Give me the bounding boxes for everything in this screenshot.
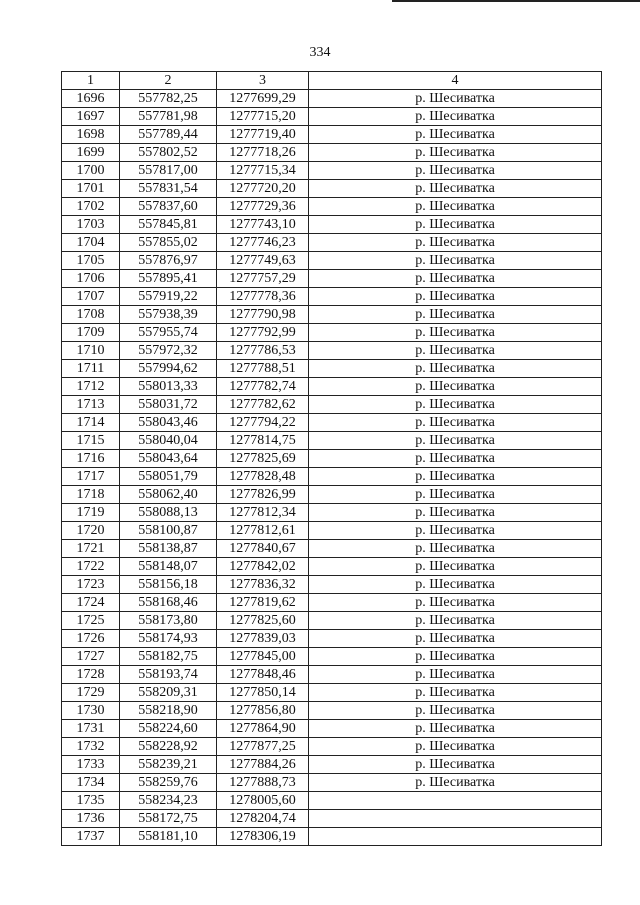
cell-point-number: 1715	[62, 432, 120, 450]
table-row	[62, 198, 602, 216]
cell-description: р. Шесиватка	[309, 270, 602, 288]
cell-point-number: 1702	[62, 198, 120, 216]
cell-description: р. Шесиватка	[309, 324, 602, 342]
cell-description: р. Шесиватка	[309, 144, 602, 162]
table-row	[62, 594, 602, 612]
cell-x-coordinate: 558043,64	[120, 450, 217, 468]
table-row	[62, 576, 602, 594]
cell-y-coordinate: 1277819,62	[217, 594, 309, 612]
table-row	[62, 396, 602, 414]
table-row	[62, 360, 602, 378]
cell-x-coordinate: 558181,10	[120, 828, 217, 846]
cell-x-coordinate: 557802,52	[120, 144, 217, 162]
header-col-3: 3	[217, 72, 309, 90]
cell-description: р. Шесиватка	[309, 450, 602, 468]
cell-description: р. Шесиватка	[309, 414, 602, 432]
cell-point-number: 1728	[62, 666, 120, 684]
cell-x-coordinate: 558013,33	[120, 378, 217, 396]
cell-x-coordinate: 557782,25	[120, 90, 217, 108]
cell-description: р. Шесиватка	[309, 234, 602, 252]
cell-description: р. Шесиватка	[309, 612, 602, 630]
cell-y-coordinate: 1277825,69	[217, 450, 309, 468]
cell-point-number: 1708	[62, 306, 120, 324]
cell-y-coordinate: 1277848,46	[217, 666, 309, 684]
cell-description: р. Шесиватка	[309, 594, 602, 612]
cell-y-coordinate: 1277782,74	[217, 378, 309, 396]
cell-y-coordinate: 1277729,36	[217, 198, 309, 216]
table-row	[62, 378, 602, 396]
table-body	[62, 90, 602, 846]
table-row	[62, 144, 602, 162]
cell-x-coordinate: 558148,07	[120, 558, 217, 576]
cell-x-coordinate: 558168,46	[120, 594, 217, 612]
cell-point-number: 1705	[62, 252, 120, 270]
cell-point-number: 1733	[62, 756, 120, 774]
cell-x-coordinate: 558228,92	[120, 738, 217, 756]
header-col-2: 2	[120, 72, 217, 90]
cell-description: р. Шесиватка	[309, 738, 602, 756]
top-rule	[392, 0, 640, 2]
table-row	[62, 432, 602, 450]
cell-y-coordinate: 1277720,20	[217, 180, 309, 198]
cell-point-number: 1699	[62, 144, 120, 162]
cell-y-coordinate: 1277825,60	[217, 612, 309, 630]
table-row	[62, 774, 602, 792]
cell-description: р. Шесиватка	[309, 432, 602, 450]
table-row	[62, 756, 602, 774]
cell-x-coordinate: 558174,93	[120, 630, 217, 648]
cell-point-number: 1709	[62, 324, 120, 342]
cell-x-coordinate: 557876,97	[120, 252, 217, 270]
cell-description: р. Шесиватка	[309, 360, 602, 378]
cell-y-coordinate: 1277828,48	[217, 468, 309, 486]
table-row	[62, 702, 602, 720]
cell-y-coordinate: 1277715,34	[217, 162, 309, 180]
table-row	[62, 342, 602, 360]
cell-description: р. Шесиватка	[309, 126, 602, 144]
cell-y-coordinate: 1277788,51	[217, 360, 309, 378]
table-row	[62, 324, 602, 342]
cell-description: р. Шесиватка	[309, 774, 602, 792]
table-row	[62, 630, 602, 648]
cell-y-coordinate: 1278204,74	[217, 810, 309, 828]
cell-point-number: 1712	[62, 378, 120, 396]
cell-description: р. Шесиватка	[309, 108, 602, 126]
cell-y-coordinate: 1277715,20	[217, 108, 309, 126]
cell-x-coordinate: 558088,13	[120, 504, 217, 522]
cell-description: р. Шесиватка	[309, 252, 602, 270]
cell-point-number: 1721	[62, 540, 120, 558]
table-row	[62, 90, 602, 108]
cell-point-number: 1726	[62, 630, 120, 648]
table-row	[62, 792, 602, 810]
cell-y-coordinate: 1277749,63	[217, 252, 309, 270]
table-row	[62, 216, 602, 234]
cell-point-number: 1723	[62, 576, 120, 594]
table-row	[62, 558, 602, 576]
cell-y-coordinate: 1277792,99	[217, 324, 309, 342]
cell-point-number: 1717	[62, 468, 120, 486]
table-row	[62, 288, 602, 306]
cell-description: р. Шесиватка	[309, 756, 602, 774]
page-number: 334	[309, 45, 331, 60]
cell-point-number: 1698	[62, 126, 120, 144]
table-row	[62, 126, 602, 144]
header-col-4: 4	[309, 72, 602, 90]
cell-description: р. Шесиватка	[309, 522, 602, 540]
table-row	[62, 252, 602, 270]
cell-y-coordinate: 1277839,03	[217, 630, 309, 648]
cell-point-number: 1714	[62, 414, 120, 432]
coordinates-table	[61, 71, 602, 846]
cell-point-number: 1730	[62, 702, 120, 720]
table-row	[62, 162, 602, 180]
cell-point-number: 1713	[62, 396, 120, 414]
cell-point-number: 1700	[62, 162, 120, 180]
cell-x-coordinate: 558172,75	[120, 810, 217, 828]
table-row	[62, 522, 602, 540]
cell-y-coordinate: 1277877,25	[217, 738, 309, 756]
cell-point-number: 1704	[62, 234, 120, 252]
table-row	[62, 306, 602, 324]
cell-description: р. Шесиватка	[309, 648, 602, 666]
cell-point-number: 1720	[62, 522, 120, 540]
cell-description	[309, 792, 602, 810]
cell-description	[309, 828, 602, 846]
cell-point-number: 1696	[62, 90, 120, 108]
cell-description: р. Шесиватка	[309, 198, 602, 216]
cell-y-coordinate: 1277850,14	[217, 684, 309, 702]
table-row	[62, 450, 602, 468]
cell-point-number: 1731	[62, 720, 120, 738]
cell-point-number: 1727	[62, 648, 120, 666]
cell-y-coordinate: 1277888,73	[217, 774, 309, 792]
table-row	[62, 666, 602, 684]
cell-x-coordinate: 558062,40	[120, 486, 217, 504]
cell-description: р. Шесиватка	[309, 630, 602, 648]
cell-y-coordinate: 1277743,10	[217, 216, 309, 234]
cell-point-number: 1737	[62, 828, 120, 846]
cell-x-coordinate: 558173,80	[120, 612, 217, 630]
cell-point-number: 1729	[62, 684, 120, 702]
cell-point-number: 1732	[62, 738, 120, 756]
cell-y-coordinate: 1277814,75	[217, 432, 309, 450]
cell-description: р. Шесиватка	[309, 486, 602, 504]
cell-x-coordinate: 558224,60	[120, 720, 217, 738]
cell-point-number: 1711	[62, 360, 120, 378]
cell-x-coordinate: 557938,39	[120, 306, 217, 324]
cell-x-coordinate: 558138,87	[120, 540, 217, 558]
cell-description: р. Шесиватка	[309, 558, 602, 576]
cell-y-coordinate: 1277699,29	[217, 90, 309, 108]
cell-x-coordinate: 558234,23	[120, 792, 217, 810]
cell-point-number: 1724	[62, 594, 120, 612]
table-row	[62, 612, 602, 630]
cell-x-coordinate: 558259,76	[120, 774, 217, 792]
cell-description: р. Шесиватка	[309, 720, 602, 738]
cell-description: р. Шесиватка	[309, 396, 602, 414]
cell-x-coordinate: 558031,72	[120, 396, 217, 414]
cell-y-coordinate: 1277719,40	[217, 126, 309, 144]
cell-point-number: 1710	[62, 342, 120, 360]
cell-point-number: 1736	[62, 810, 120, 828]
cell-description: р. Шесиватка	[309, 216, 602, 234]
table-row	[62, 738, 602, 756]
cell-y-coordinate: 1277786,53	[217, 342, 309, 360]
cell-point-number: 1719	[62, 504, 120, 522]
table-row	[62, 270, 602, 288]
table-row	[62, 468, 602, 486]
table-row	[62, 504, 602, 522]
cell-y-coordinate: 1277812,61	[217, 522, 309, 540]
cell-x-coordinate: 558156,18	[120, 576, 217, 594]
cell-x-coordinate: 557817,00	[120, 162, 217, 180]
table-row	[62, 828, 602, 846]
cell-description: р. Шесиватка	[309, 378, 602, 396]
cell-description: р. Шесиватка	[309, 90, 602, 108]
cell-y-coordinate: 1277845,00	[217, 648, 309, 666]
cell-x-coordinate: 557972,32	[120, 342, 217, 360]
cell-description: р. Шесиватка	[309, 702, 602, 720]
cell-description: р. Шесиватка	[309, 576, 602, 594]
cell-point-number: 1725	[62, 612, 120, 630]
cell-y-coordinate: 1277790,98	[217, 306, 309, 324]
cell-x-coordinate: 557955,74	[120, 324, 217, 342]
cell-point-number: 1701	[62, 180, 120, 198]
cell-y-coordinate: 1278005,60	[217, 792, 309, 810]
cell-y-coordinate: 1277718,26	[217, 144, 309, 162]
cell-point-number: 1703	[62, 216, 120, 234]
cell-y-coordinate: 1277757,29	[217, 270, 309, 288]
cell-description	[309, 810, 602, 828]
cell-point-number: 1722	[62, 558, 120, 576]
cell-y-coordinate: 1277812,34	[217, 504, 309, 522]
cell-x-coordinate: 557789,44	[120, 126, 217, 144]
cell-y-coordinate: 1277842,02	[217, 558, 309, 576]
cell-description: р. Шесиватка	[309, 468, 602, 486]
cell-description: р. Шесиватка	[309, 306, 602, 324]
cell-description: р. Шесиватка	[309, 342, 602, 360]
table-row	[62, 684, 602, 702]
cell-x-coordinate: 557919,22	[120, 288, 217, 306]
cell-description: р. Шесиватка	[309, 162, 602, 180]
cell-x-coordinate: 558043,46	[120, 414, 217, 432]
cell-y-coordinate: 1277836,32	[217, 576, 309, 594]
cell-x-coordinate: 557837,60	[120, 198, 217, 216]
cell-y-coordinate: 1277746,23	[217, 234, 309, 252]
cell-y-coordinate: 1277864,90	[217, 720, 309, 738]
table-row	[62, 540, 602, 558]
cell-x-coordinate: 557895,41	[120, 270, 217, 288]
cell-x-coordinate: 557781,98	[120, 108, 217, 126]
table-header-row	[62, 72, 602, 90]
cell-y-coordinate: 1277778,36	[217, 288, 309, 306]
table-row	[62, 180, 602, 198]
cell-description: р. Шесиватка	[309, 666, 602, 684]
table-row	[62, 486, 602, 504]
cell-x-coordinate: 558040,04	[120, 432, 217, 450]
cell-point-number: 1707	[62, 288, 120, 306]
cell-point-number: 1716	[62, 450, 120, 468]
cell-point-number: 1734	[62, 774, 120, 792]
cell-y-coordinate: 1277840,67	[217, 540, 309, 558]
table-row	[62, 648, 602, 666]
table-row	[62, 108, 602, 126]
cell-point-number: 1697	[62, 108, 120, 126]
cell-y-coordinate: 1278306,19	[217, 828, 309, 846]
cell-x-coordinate: 558193,74	[120, 666, 217, 684]
cell-description: р. Шесиватка	[309, 504, 602, 522]
cell-y-coordinate: 1277782,62	[217, 396, 309, 414]
header-col-1: 1	[62, 72, 120, 90]
cell-x-coordinate: 558209,31	[120, 684, 217, 702]
cell-y-coordinate: 1277826,99	[217, 486, 309, 504]
cell-y-coordinate: 1277794,22	[217, 414, 309, 432]
cell-x-coordinate: 558218,90	[120, 702, 217, 720]
table-row	[62, 234, 602, 252]
cell-x-coordinate: 558182,75	[120, 648, 217, 666]
cell-description: р. Шесиватка	[309, 684, 602, 702]
cell-x-coordinate: 558239,21	[120, 756, 217, 774]
cell-y-coordinate: 1277884,26	[217, 756, 309, 774]
cell-x-coordinate: 557831,54	[120, 180, 217, 198]
cell-x-coordinate: 557845,81	[120, 216, 217, 234]
cell-point-number: 1706	[62, 270, 120, 288]
cell-description: р. Шесиватка	[309, 180, 602, 198]
cell-description: р. Шесиватка	[309, 288, 602, 306]
table-row	[62, 414, 602, 432]
cell-x-coordinate: 557994,62	[120, 360, 217, 378]
table-row	[62, 810, 602, 828]
cell-x-coordinate: 558051,79	[120, 468, 217, 486]
cell-x-coordinate: 558100,87	[120, 522, 217, 540]
cell-point-number: 1718	[62, 486, 120, 504]
cell-y-coordinate: 1277856,80	[217, 702, 309, 720]
cell-description: р. Шесиватка	[309, 540, 602, 558]
cell-x-coordinate: 557855,02	[120, 234, 217, 252]
table-row	[62, 720, 602, 738]
cell-point-number: 1735	[62, 792, 120, 810]
